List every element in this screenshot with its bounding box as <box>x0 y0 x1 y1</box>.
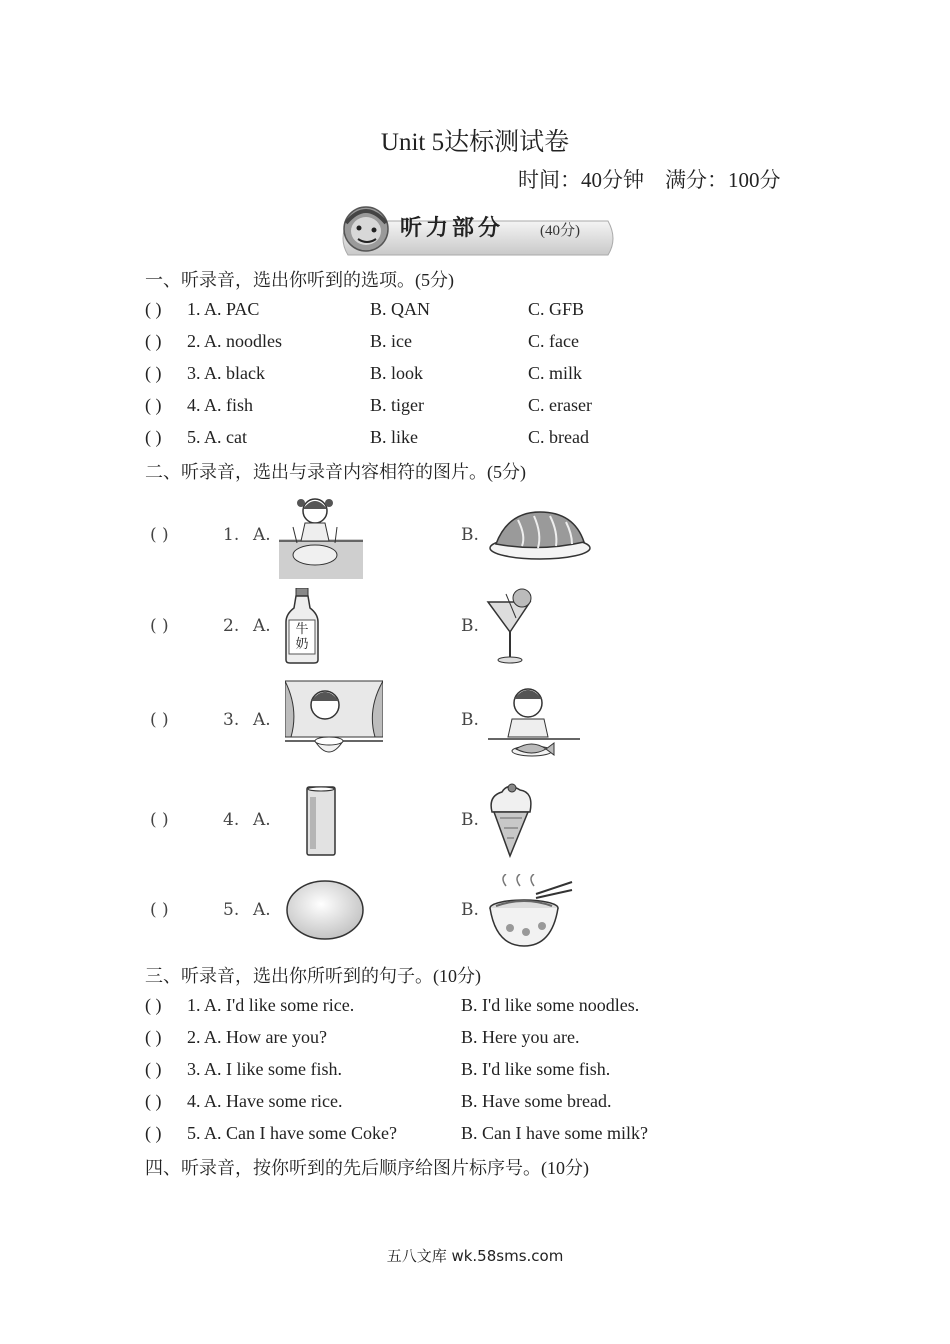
option-a-label[interactable]: A. <box>253 525 271 545</box>
part3-row <box>145 1091 745 1115</box>
part3-row <box>145 1123 745 1147</box>
noodles-bowl-icon <box>486 874 574 950</box>
part1-row <box>145 427 745 451</box>
answer-blank[interactable]: ( ) <box>145 331 162 351</box>
answer-blank[interactable]: ( ) <box>145 1027 162 1047</box>
answer-blank[interactable]: ( ) <box>145 1123 162 1143</box>
option-b-label[interactable]: B. <box>461 900 479 920</box>
option-a: 5. A. Can I have some Coke? <box>187 1123 397 1143</box>
option-a: 3. A. I like some fish. <box>187 1059 342 1079</box>
answer-blank[interactable]: ( ) <box>145 1059 162 1079</box>
question-number: 1. <box>223 525 240 545</box>
option-a-label[interactable]: A. <box>253 810 271 830</box>
option-a: 1. A. PAC <box>187 299 260 319</box>
part1-row <box>145 331 745 355</box>
part1-row <box>145 363 745 387</box>
answer-blank[interactable]: ( ) <box>145 395 162 415</box>
option-b: B. like <box>370 427 418 447</box>
option-c: C. GFB <box>528 299 585 319</box>
part1-row <box>145 299 745 323</box>
part2-heading: 二、听录音，选出与录音内容相符的图片。(5分) <box>145 462 526 482</box>
option-b-label[interactable]: B. <box>461 810 479 830</box>
option-a: 1. A. I'd like some rice. <box>187 995 355 1015</box>
answer-blank[interactable]: ( ) <box>150 900 169 920</box>
part2-row <box>150 616 610 676</box>
egg-icon <box>284 878 366 942</box>
question-number: 5. <box>223 900 240 920</box>
option-b: B. ice <box>370 331 412 351</box>
headphones-icon <box>344 207 388 251</box>
option-c: C. bread <box>528 427 589 447</box>
part3-row <box>145 995 745 1019</box>
part3-heading: 三、听录音，选出你所听到的句子。(10分) <box>145 966 481 986</box>
girl-eating-icon <box>279 493 363 579</box>
page-title: Unit 5达标测试卷 <box>380 129 570 156</box>
answer-blank[interactable]: ( ) <box>145 1091 162 1111</box>
option-a-label[interactable]: A. <box>253 616 271 636</box>
answer-blank[interactable]: ( ) <box>145 995 162 1015</box>
boy-eating-fish-icon <box>488 679 580 765</box>
question-number: 2. <box>223 616 240 636</box>
part4-heading: 四、听录音，按你听到的先后顺序给图片标序号。(10分) <box>145 1158 589 1178</box>
option-c: C. eraser <box>528 395 592 415</box>
option-a: 3. A. black <box>187 363 265 383</box>
answer-blank[interactable]: ( ) <box>150 616 169 636</box>
option-b: B. Can I have some milk? <box>461 1123 648 1143</box>
answer-blank[interactable]: ( ) <box>150 710 169 730</box>
milk-bottle-icon <box>284 588 320 664</box>
answer-blank[interactable]: ( ) <box>145 427 162 447</box>
question-number: 4. <box>223 810 240 830</box>
footer-watermark: 五八文库 wk.58sms.com <box>386 1247 564 1265</box>
banner-label: 听力部分 <box>400 216 505 241</box>
option-b: B. Have some bread. <box>461 1091 612 1111</box>
option-b: B. QAN <box>370 299 431 319</box>
bread-icon <box>488 506 592 562</box>
answer-blank[interactable]: ( ) <box>145 363 162 383</box>
bottle-label: 牛奶 <box>295 622 309 652</box>
option-b: B. I'd like some fish. <box>461 1059 611 1079</box>
water-glass-icon <box>305 785 337 857</box>
option-b-label[interactable]: B. <box>461 525 479 545</box>
answer-blank[interactable]: ( ) <box>150 810 169 830</box>
part3-row <box>145 1059 745 1083</box>
option-b-label[interactable]: B. <box>461 710 479 730</box>
part3-row <box>145 1027 745 1051</box>
option-a: 2. A. How are you? <box>187 1027 327 1047</box>
option-b: B. I'd like some noodles. <box>461 995 640 1015</box>
part1-row <box>145 395 745 419</box>
ice-cream-icon <box>486 782 536 858</box>
option-a-label[interactable]: A. <box>253 900 271 920</box>
option-a: 2. A. noodles <box>187 331 283 351</box>
option-c: C. face <box>528 331 579 351</box>
part2-row <box>150 810 610 870</box>
boy-eating-rice-icon <box>285 679 383 765</box>
exam-meta: 时间：40分钟 满分：100分 <box>518 168 781 192</box>
option-b: B. tiger <box>370 395 424 415</box>
answer-blank[interactable]: ( ) <box>150 525 169 545</box>
option-a: 4. A. fish <box>187 395 254 415</box>
part1-heading: 一、听录音，选出你听到的选项。(5分) <box>145 270 454 290</box>
banner-score: (40分) <box>540 223 580 239</box>
answer-blank[interactable]: ( ) <box>145 299 162 319</box>
option-b: B. look <box>370 363 424 383</box>
option-a-label[interactable]: A. <box>253 710 271 730</box>
listening-banner <box>328 203 620 259</box>
juice-glass-icon <box>486 588 534 664</box>
option-b: B. Here you are. <box>461 1027 580 1047</box>
option-a: 5. A. cat <box>187 427 247 447</box>
option-c: C. milk <box>528 363 583 383</box>
option-a: 4. A. Have some rice. <box>187 1091 343 1111</box>
question-number: 3. <box>223 710 240 730</box>
option-b-label[interactable]: B. <box>461 616 479 636</box>
